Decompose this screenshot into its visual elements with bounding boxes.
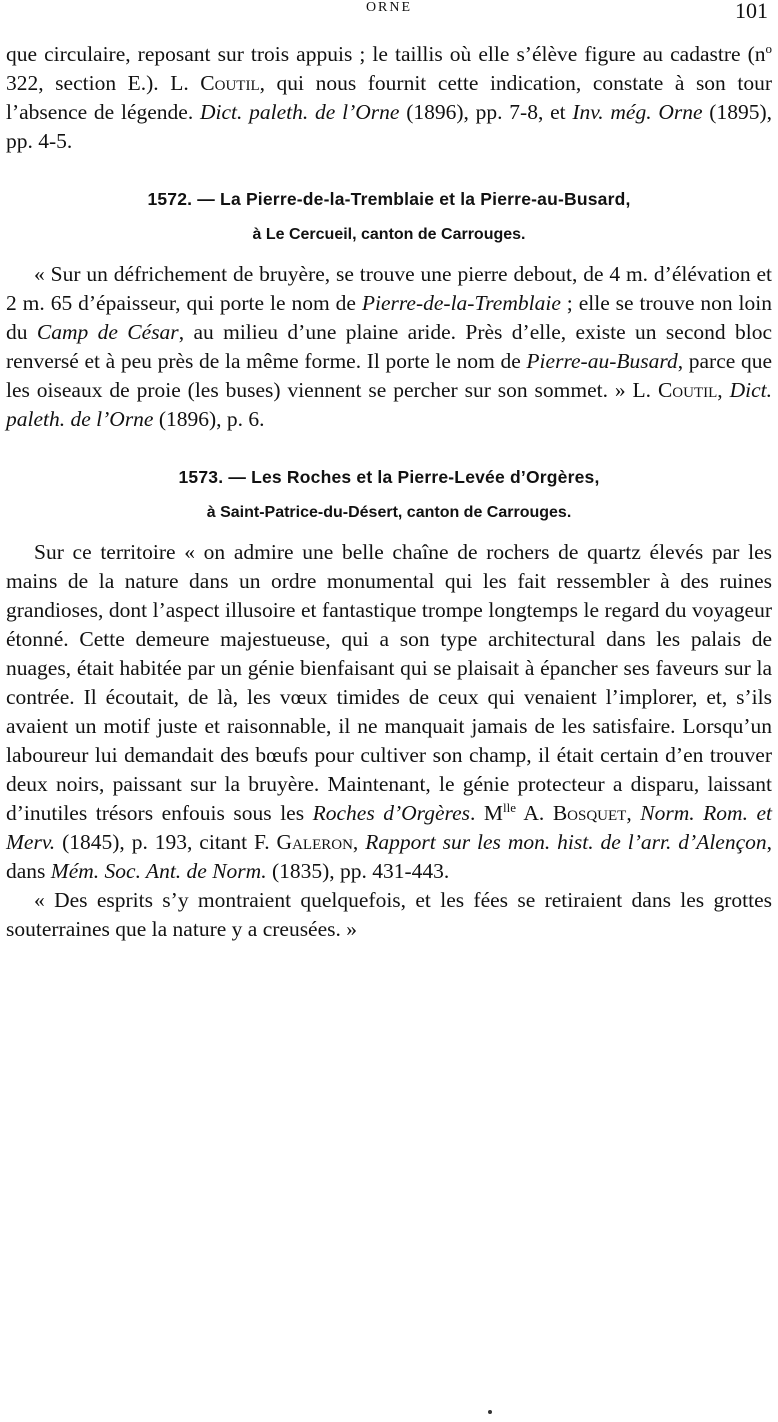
place-name: Pierre-au-Busard (526, 349, 678, 373)
running-head: ORNE (365, 0, 413, 15)
section-1572-paragraph: « Sur un défrichement de bruyère, se trouve une pierre debout, de 4 m. d’élévation et 2 m. 65 d’épaisseur, qui porte le nom de Pierre-de-la-Tremblaie ; elle se trouve non loin du Camp de César, au milieu d’une plaine aride. Près d’elle, existe un second bloc renversé et à peu près de la même forme. Il porte le nom de Pierre-au-Busard, parce que les oiseaux de proie (les buses) viennent se percher sur son sommet. » L. Coutil, Dict. paleth. de l’Orne (1896), p. 6. (6, 262, 773, 431)
citation-title: Inv. még. Orne (572, 100, 703, 124)
citation-title: Dict. paleth. de l’Orne (6, 378, 772, 431)
author-name: Galeron (276, 830, 353, 854)
page-header (0, 0, 778, 24)
section-subtitle-1573: à Saint-Patrice-du-Désert, canton de Carrouges. (206, 504, 572, 521)
intro-paragraph: que circulaire, reposant sur trois appuis ; le taillis où elle s’élève figure au cadastre ($n^o$ 322, section E.). L. Coutil, qui nous fournit cette indication, constate à son tour l’absence de légende. Dict. paleth. de l’Orne (1896), pp. 7-8, et Inv. még. Orne (1895), pp. 4-5. (6, 40, 772, 153)
section-1573-paragraph-1: Sur ce territoire « on admire une belle chaîne de rochers de quartz élevés par les mains de la nature dans un ordre monumental qui les fait ressembler à des ruines grandioses, dont l’aspect illusoire et fantastique trompe longtemps le regard du voyageur étonné. Cette demeure majestueuse, qui a son type architectural dans les palais de nuages, était habitée par un génie bienfaisant qui se plaisait à épancher ses faveurs sur la contrée. Il écoutait, de là, les vœux timides de ceux qui venaient l’implorer, et, s’ils avaient un motif juste et raisonnable, il ne manquait jamais de les satisfaire. Lorsqu’un laboureur lui demandait des bœufs pour cultiver son champ, il était certain d’en trouver deux noirs, paissant sur la bruyère. Maintenant, le génie protecteur a disparu, laissant d’inutiles trésors enfouis sous les Roches d’Orgères. $M^{lle}$ A. Bosquet, Norm. Rom. et Merv. (1845), p. 193, citant F. Galeron, Rapport sur les mon. hist. de l’arr. d’Alençon, dans Mém. Soc. Ant. de Norm. (1835), pp. 431-443. (6, 540, 773, 883)
section-1573-paragraph-2: « Des esprits s’y montraient quelquefois, et les fées se retiraient dans les grottes souterraines que la nature y a creusées. » (6, 888, 772, 941)
place-name: Pierre-de-la-Tremblaie (361, 291, 561, 315)
citation-title: Dict. paleth. de l’Orne (200, 100, 400, 124)
place-name: Camp de César (36, 320, 179, 344)
citation-title: Rapport sur les mon. hist. de l’arr. d’Alençon (365, 830, 767, 854)
section-title-1573: 1573. — Les Roches et la Pierre-Levée d’Orgères, (178, 467, 600, 487)
section-subtitle-1572: à Le Cercueil, canton de Carrouges. (252, 226, 526, 243)
citation-title: Norm. Rom. et Merv. (6, 801, 772, 854)
author-name: Coutil (200, 71, 260, 95)
citation-title: Mém. Soc. Ant. de Norm. (50, 859, 267, 883)
author-name: Bosquet (552, 801, 627, 825)
author-name: Coutil (657, 378, 718, 402)
place-name: Roches d’Orgères (312, 801, 471, 825)
body-text (6, 40, 772, 944)
section-title-1572: 1572. — La Pierre-de-la-Tremblaie et la Pierre-au-Busard, (147, 189, 631, 209)
print-mark (488, 1410, 492, 1414)
page-number: 101 (735, 0, 768, 23)
